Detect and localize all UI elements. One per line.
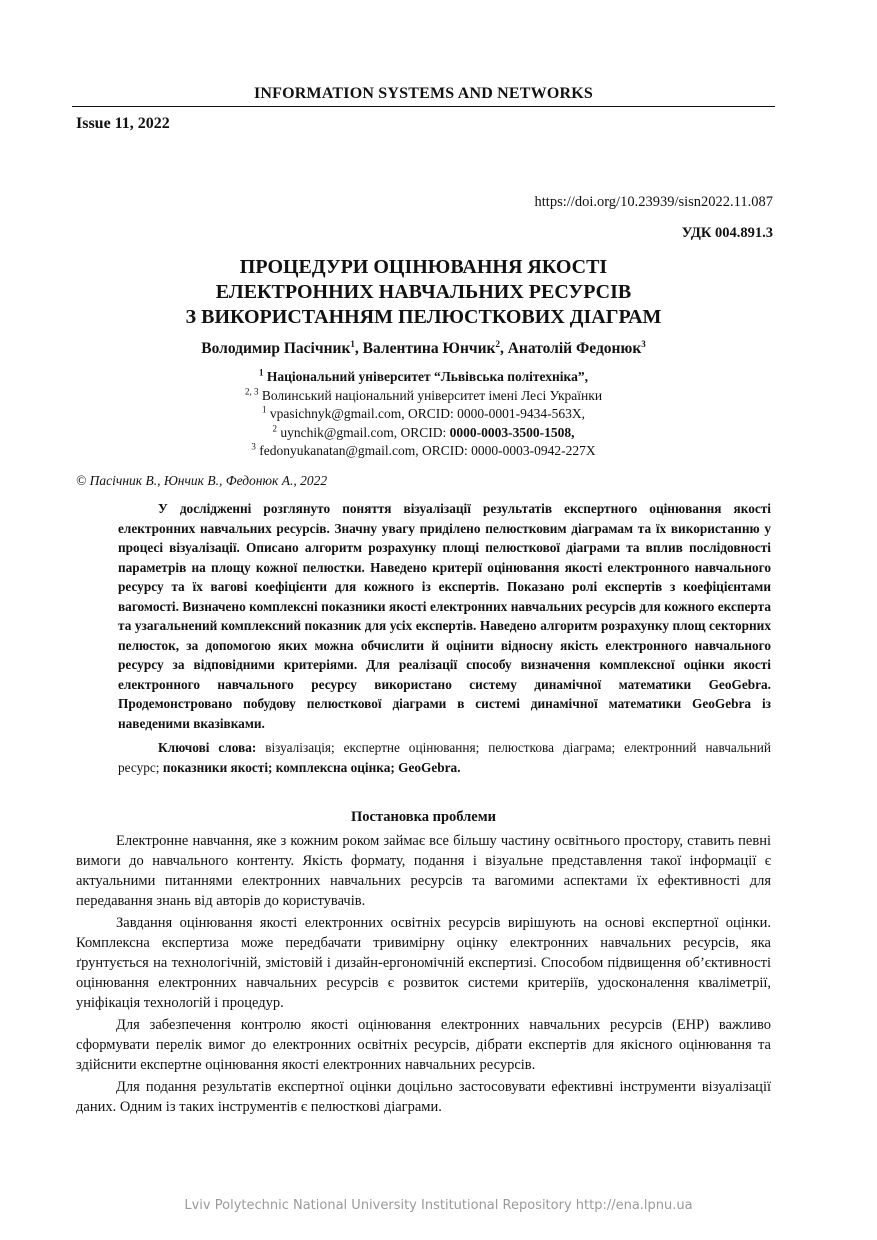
author-name: Анатолій Федонюк	[507, 340, 642, 357]
affiliation-sup: 1	[262, 404, 267, 415]
section-heading: Постановка проблеми	[351, 809, 496, 825]
affiliation-sup: 3	[251, 441, 256, 452]
body-paragraph: Електронне навчання, яке з кожним роком займає все більшу частину освітнього простору, ставить певні вимоги до навчального контенту. Якість формату, подання і візуальне представлення такої інформації є актуальними питаннями електронних навчальних ресурсів та вагомими аспектами їх ефективності для передавання знань від авторів до користувачів.	[76, 833, 771, 909]
body-paragraph: Завдання оцінювання якості електронних освітніх ресурсів вирішують на основі експертної оцінки. Комплексна експертиза може передбачати тривимірну оцінку електронних навчальних ресурсів, яка ґрунтується на технологічній, змістовій і дизайн-ергономічній експертизі. Способом підвищення об’єктивності оцінювання електронних навчальних ресурсів є розвиток системи критеріїв, удосконалення кваліметрії, уніфікація технологій і процедур.	[76, 915, 771, 1011]
title-line: ЕЛЕКТРОННИХ НАВЧАЛЬНИХ РЕСУРСІВ	[215, 281, 632, 303]
affiliation-line	[72, 368, 775, 387]
keywords-label: Ключові слова:	[158, 740, 257, 755]
author-name: Володимир Пасічник	[201, 340, 351, 357]
affiliation-sup: 2	[272, 423, 278, 433]
keywords-plain: візуалізація; експертне оцінювання; пелюсткова діаграма; електронний навчальний ресурс;	[118, 740, 771, 775]
udk-code: УДК 004.891.3	[681, 225, 773, 241]
email-text: fedonyukanatan@gmail.com, ORCID: 0000-0003-0942-227X	[259, 443, 596, 458]
email-line	[72, 442, 775, 461]
email-text: vpasichnyk@gmail.com, ORCID: 0000-0001-9434-563X,	[269, 406, 585, 421]
affiliation-line	[72, 387, 775, 406]
affiliation-text: Волинський національний університет імені Лесі Українки	[261, 387, 603, 403]
affiliation-sup: 2, 3	[244, 386, 259, 396]
author-name: Валентина Юнчик	[362, 340, 496, 357]
journal-title: INFORMATION SYSTEMS AND NETWORKS	[253, 85, 594, 102]
title-line: З ВИКОРИСТАННЯМ ПЕЛЮСТКОВИХ ДІАГРАМ	[185, 306, 662, 328]
header-rule	[72, 106, 775, 107]
author-separator: ,	[354, 340, 363, 357]
doi-link[interactable]: https://doi.org/10.23939/sisn2022.11.087	[534, 194, 773, 210]
author-separator: ,	[499, 340, 508, 357]
affiliations	[72, 368, 775, 461]
issue-label: Issue 11, 2022	[76, 115, 170, 132]
body-text	[76, 831, 771, 1119]
body-paragraph: Для подання результатів експертної оцінки доцільно застосовувати ефективні інструменти візуалізації даних. Одним із таких інструментів є пелюсткові діаграми.	[76, 1079, 771, 1115]
keywords-line	[118, 738, 771, 777]
email-line	[72, 424, 775, 443]
repository-footer: Lviv Polytechnic National University Institutional Repository http://ena.lpnu.ua	[184, 1198, 693, 1213]
copyright-notice: © Пасічник В., Юнчик В., Федонюк А., 2022	[76, 473, 328, 488]
abstract-block	[118, 499, 771, 777]
body-paragraph: Для забезпечення контролю якості оцінювання електронних навчальних ресурсів (ЕНР) важливо сформувати перелік вимог до електронних освітніх ресурсів, дібрати експертів для якісного оцінювання та здійснити експертне оцінювання якості електронних навчальних ресурсів.	[76, 1017, 771, 1073]
affiliation-text: Національний університет “Львівська політехніка”,	[266, 369, 588, 384]
email-line	[72, 405, 775, 424]
paper-title	[72, 255, 775, 330]
author-list	[72, 340, 775, 358]
author-sup: 2	[495, 338, 500, 349]
author-sup: 3	[641, 338, 646, 349]
keywords-bold: показники якості; комплексна оцінка; GeoGebra.	[162, 759, 461, 775]
author-sup: 1	[350, 338, 355, 349]
affiliation-sup: 1	[259, 367, 264, 378]
abstract-text: У дослідженні розглянуто поняття візуалізації результатів експертного оцінювання якості електронних навчальних ресурсів. Значну увагу приділено пелюстковим діаграмам та їх використанню у процесі візуалізації. Описано алгоритм розрахунку площі пелюсткової діаграми та вплив послідовності параметрів на площу кожної пелюстки. Наведено критерії оцінювання якості електронного навчального ресурсу та їх вагові коефіцієнти для кожного із експертів. Показано ролі експертів з коефіцієнтами вагомості. Визначено комплексні показники якості електронних навчальних ресурсів для кожного експерта та узагальнений комплексний показник для усіх експертів. Наведено алгоритм розрахунку площ секторних пелюсток, за допомогою яких можна обчислити й оцінити відносну якість електронного навчального ресурсу за відповідними критеріями. Для реалізації способу визначення комплексної оцінки якості електронного навчального ресурсу використано систему динамічної математики GeoGebra. Продемонстровано побудову пелюсткової діаграми в системі динамічної математики GeoGebra із наведеними вказівками.	[118, 501, 771, 731]
title-line: ПРОЦЕДУРИ ОЦІНЮВАННЯ ЯКОСТІ	[239, 256, 608, 278]
orcid-bold: 0000-0003-3500-1508,	[449, 424, 575, 440]
email-text: uynchik@gmail.com, ORCID:	[280, 424, 450, 440]
